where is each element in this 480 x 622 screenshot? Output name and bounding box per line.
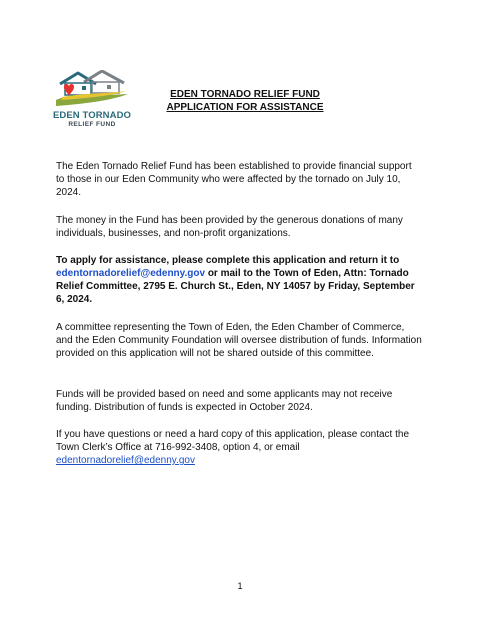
funding-paragraph: Funds will be provided based on need and some applicants may not receive funding. Distribution of funds is expected in October 2024. [56,389,393,413]
contact-paragraph [56,428,422,467]
apply-instructions-paragraph [56,254,422,306]
contact-email-link[interactable]: edentornadorelief@edenny.gov [56,455,195,466]
committee-paragraph: A committee representing the Town of Eden, the Eden Chamber of Commerce, and the Eden Community Foundation will oversee distribution of funds. Information provided on this application will not be shared outside of this committee. [56,322,422,359]
contact-text: If you have questions or need a hard copy of this application, please contact the Town Clerk’s Office at 716-992-3408, option 4, or email [56,429,410,453]
document-title: EDEN TORNADO RELIEF FUND [170,89,320,100]
donations-paragraph: The money in the Fund has been provided by the generous donations of many individuals, businesses, and non-profit organizations. [56,215,403,239]
houses-heart-icon [52,70,132,110]
document-subtitle: APPLICATION FOR ASSISTANCE [166,102,324,113]
apply-email: edentornadorelief@edenny.gov [56,268,206,279]
logo-subtitle: RELIEF FUND [68,121,116,128]
page-number: 1 [237,581,243,591]
apply-instructions-start: To apply for assistance, please complete this application and return it to [56,255,400,266]
logo-name: EDEN TORNADO [52,110,132,121]
eden-tornado-relief-logo [50,70,134,132]
apply-instructions-end: or mail to the Town of Eden, Attn: Tornado Relief Committee, 2795 E. Church St., Eden, NY 14057 by Friday, September 6, 2024. [56,268,415,305]
intro-paragraph: The Eden Tornado Relief Fund has been established to provide financial support to those in our Eden Community who were affected by the tornado on July 10, 2024. [56,161,412,198]
